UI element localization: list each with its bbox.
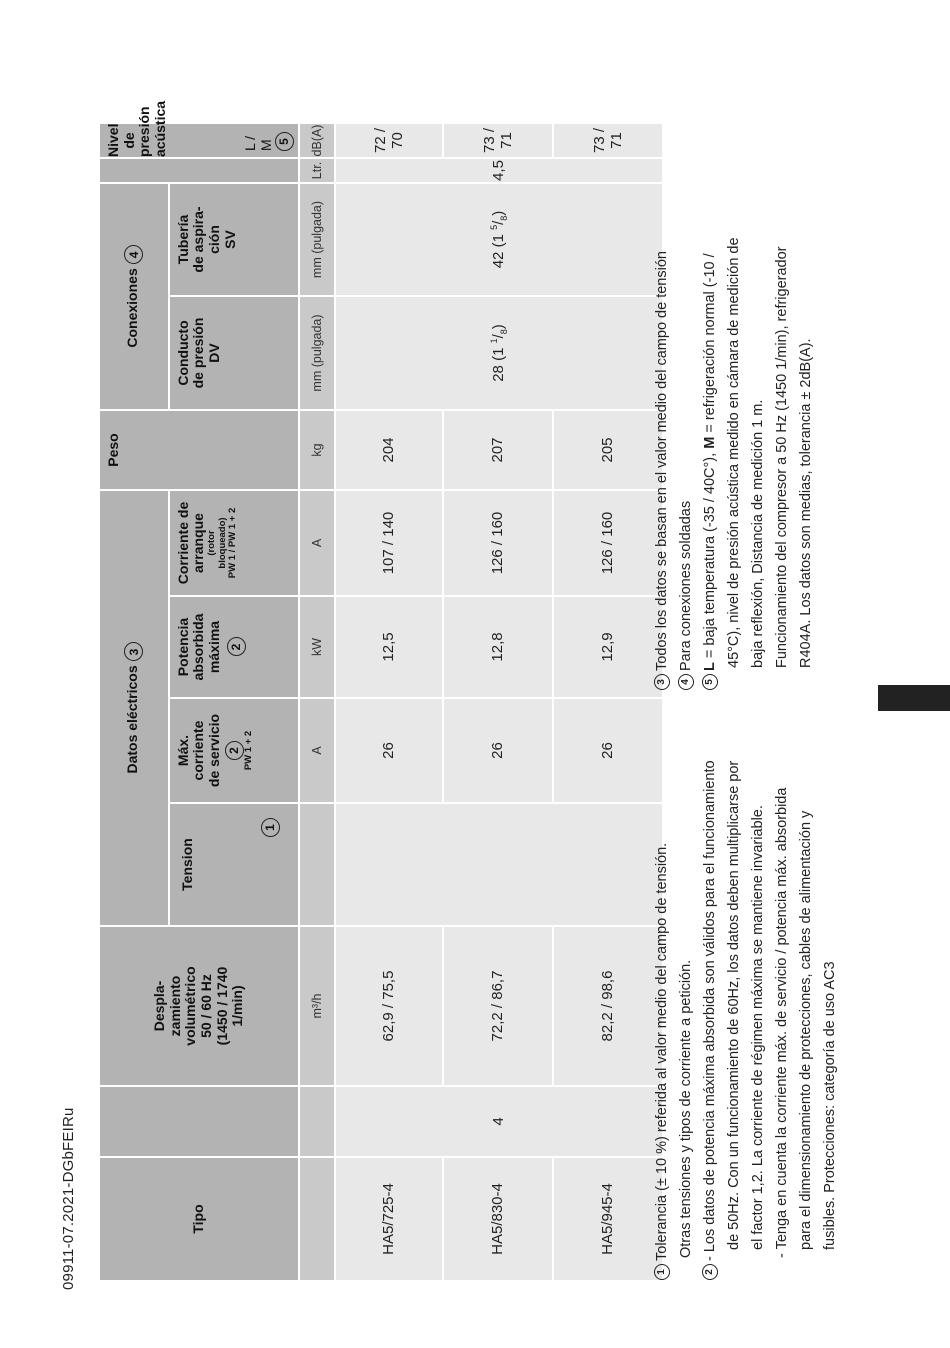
footnote-5: 5L = baja temperatura (-35 / 40C°), M = refrigeración normal (-10 / <box>698 237 722 690</box>
cell-desplazamiento: 82,2 / 98,6 <box>553 926 663 1086</box>
footnote-1: 1Tolerancia (± 10 %) referida al valor medio del campo de tensión. <box>650 760 674 1280</box>
footnotes-right: 3Todos los datos se basan en el valor medio del campo de tensión 4Para conexiones soldadas 5L = baja temperatura (-35 / 40C°), M = refrigeración normal (-10 / 45°C), nivel de presión acústica medido en cámara de medición de baja reflexión, Distancia de medición 1 m. Funcionamiento del compresor a 50 Hz (1450 1/min), refrigerador R404A. Los datos son medias, tolerancia ± 2dB(A). <box>650 237 818 690</box>
cell-nivel: 73 / 71 <box>443 123 553 158</box>
cell-tipo: HA5/945-4 <box>553 1157 663 1281</box>
header-cylinders <box>99 1086 299 1157</box>
cell-corriente: 26 <box>443 698 553 803</box>
cell-potencia: 12,9 <box>553 596 663 698</box>
unit-potencia: kW <box>299 596 335 698</box>
ref-1-icon: 1 <box>261 818 280 837</box>
unit-tipo <box>299 1157 335 1281</box>
ref-4-icon: 4 <box>124 245 143 264</box>
cell-tension <box>335 803 663 926</box>
header-tuberia: Tubería de aspira- ción SV <box>169 183 299 296</box>
cell-corriente: 26 <box>553 698 663 803</box>
cell-corriente: 26 <box>335 698 443 803</box>
ref-5-icon: 5 <box>702 674 718 690</box>
unit-corriente-arranque: A <box>299 490 335 596</box>
footnote-2: 2- Los datos de potencia máxima absorbida son válidos para el funcionamiento <box>698 760 722 1280</box>
cell-peso: 205 <box>553 410 663 490</box>
table-row <box>335 123 443 1281</box>
header-conducto: Conducto de presión DV <box>169 296 299 410</box>
unit-nivel: dB(A) <box>299 123 335 158</box>
header-nivel-sub: L / M 5 <box>169 123 299 158</box>
unit-aceite: Ltr. <box>299 158 335 183</box>
header-potencia: Potencia absorbida máxima 2 <box>169 596 299 698</box>
cell-tipo: HA5/830-4 <box>443 1157 553 1281</box>
ref-5-icon: 5 <box>275 132 294 151</box>
cell-peso: 207 <box>443 410 553 490</box>
cell-peso: 204 <box>335 410 443 490</box>
header-conexiones: Conexiones 4 <box>99 183 169 410</box>
cell-arranque: 126 / 160 <box>553 490 663 596</box>
header-max-corriente: Máx. corriente de servicio 2 PW 1 + 2 <box>169 698 299 803</box>
ref-2-icon: 2 <box>227 638 246 657</box>
cell-potencia: 12,8 <box>443 596 553 698</box>
unit-cylinders <box>299 1086 335 1157</box>
cell-arranque: 107 / 140 <box>335 490 443 596</box>
footnotes-left: 1Tolerancia (± 10 %) referida al valor medio del campo de tensión. Otras tensiones y tipos de corriente a petición. 2- Los datos de potencia máxima absorbida son válidos para el funcionamiento de 50Hz. Con un funcionamiento de 60Hz, los datos deben multiplicarse por el factor 1,2. La corriente de régimen máxima se mantiene invariable. - Tenga en cuenta la corriente máx. de servicio / potencia máx. absorbida para el dimensionamiento de protecciones, cables de alimentación y fusibles. Protecciones: categoría de uso AC3 <box>650 760 842 1280</box>
header-corriente-arranque: Corriente de arranque (rotor bloqueado) PW 1 / PW 1 + 2 <box>169 490 299 596</box>
spec-table <box>98 100 664 1282</box>
unit-tuberia: mm (pulgada) <box>299 183 335 296</box>
header-peso: Peso <box>99 410 299 490</box>
unit-peso: kg <box>299 410 335 490</box>
document-code: 09911-07.2021-DGbFEIRu <box>60 1107 77 1290</box>
header-datos-electricos: Datos eléctricos 3 <box>99 490 169 926</box>
header-tension: Tension 1 <box>169 803 299 926</box>
header-desplazamiento: Despla- zamiento volumétrico 50 / 60 Hz (1450 / 1740 1/min) <box>99 926 299 1086</box>
cell-nivel: 72 / 70 <box>335 123 443 158</box>
header-aceite <box>99 158 299 183</box>
ref-3-icon: 3 <box>124 642 143 661</box>
cell-tuberia: 42 (1 $^5/_8$) <box>335 183 663 296</box>
cell-arranque: 126 / 160 <box>443 490 553 596</box>
header-tipo: Tipo <box>99 1157 299 1281</box>
cell-cylinders: 4 <box>335 1086 663 1157</box>
cell-tipo: HA5/725-4 <box>335 1157 443 1281</box>
ref-2-icon: 2 <box>225 741 244 760</box>
unit-tension <box>299 803 335 926</box>
unit-desplazamiento: m³/h <box>299 926 335 1086</box>
cell-potencia: 12,5 <box>335 596 443 698</box>
cell-desplazamiento: 72,2 / 86,7 <box>443 926 553 1086</box>
footnote-3: 3Todos los datos se basan en el valor medio del campo de tensión <box>650 237 674 690</box>
ref-3-icon: 3 <box>654 674 670 690</box>
cell-aceite: 4,5 <box>335 158 663 183</box>
cell-desplazamiento: 62,9 / 75,5 <box>335 926 443 1086</box>
ref-1-icon: 1 <box>654 1264 670 1280</box>
ref-4-icon: 4 <box>678 674 694 690</box>
header-nivel: Nivel de presión acústica <box>99 123 169 158</box>
unit-max-corriente: A <box>299 698 335 803</box>
footnote-4: 4Para conexiones soldadas <box>674 237 698 690</box>
ref-2-icon: 2 <box>702 1264 718 1280</box>
unit-conducto: mm (pulgada) <box>299 296 335 410</box>
cell-conducto: 28 (1 $^1/_8$) <box>335 296 663 410</box>
cell-nivel: 73 / 71 <box>553 123 663 158</box>
